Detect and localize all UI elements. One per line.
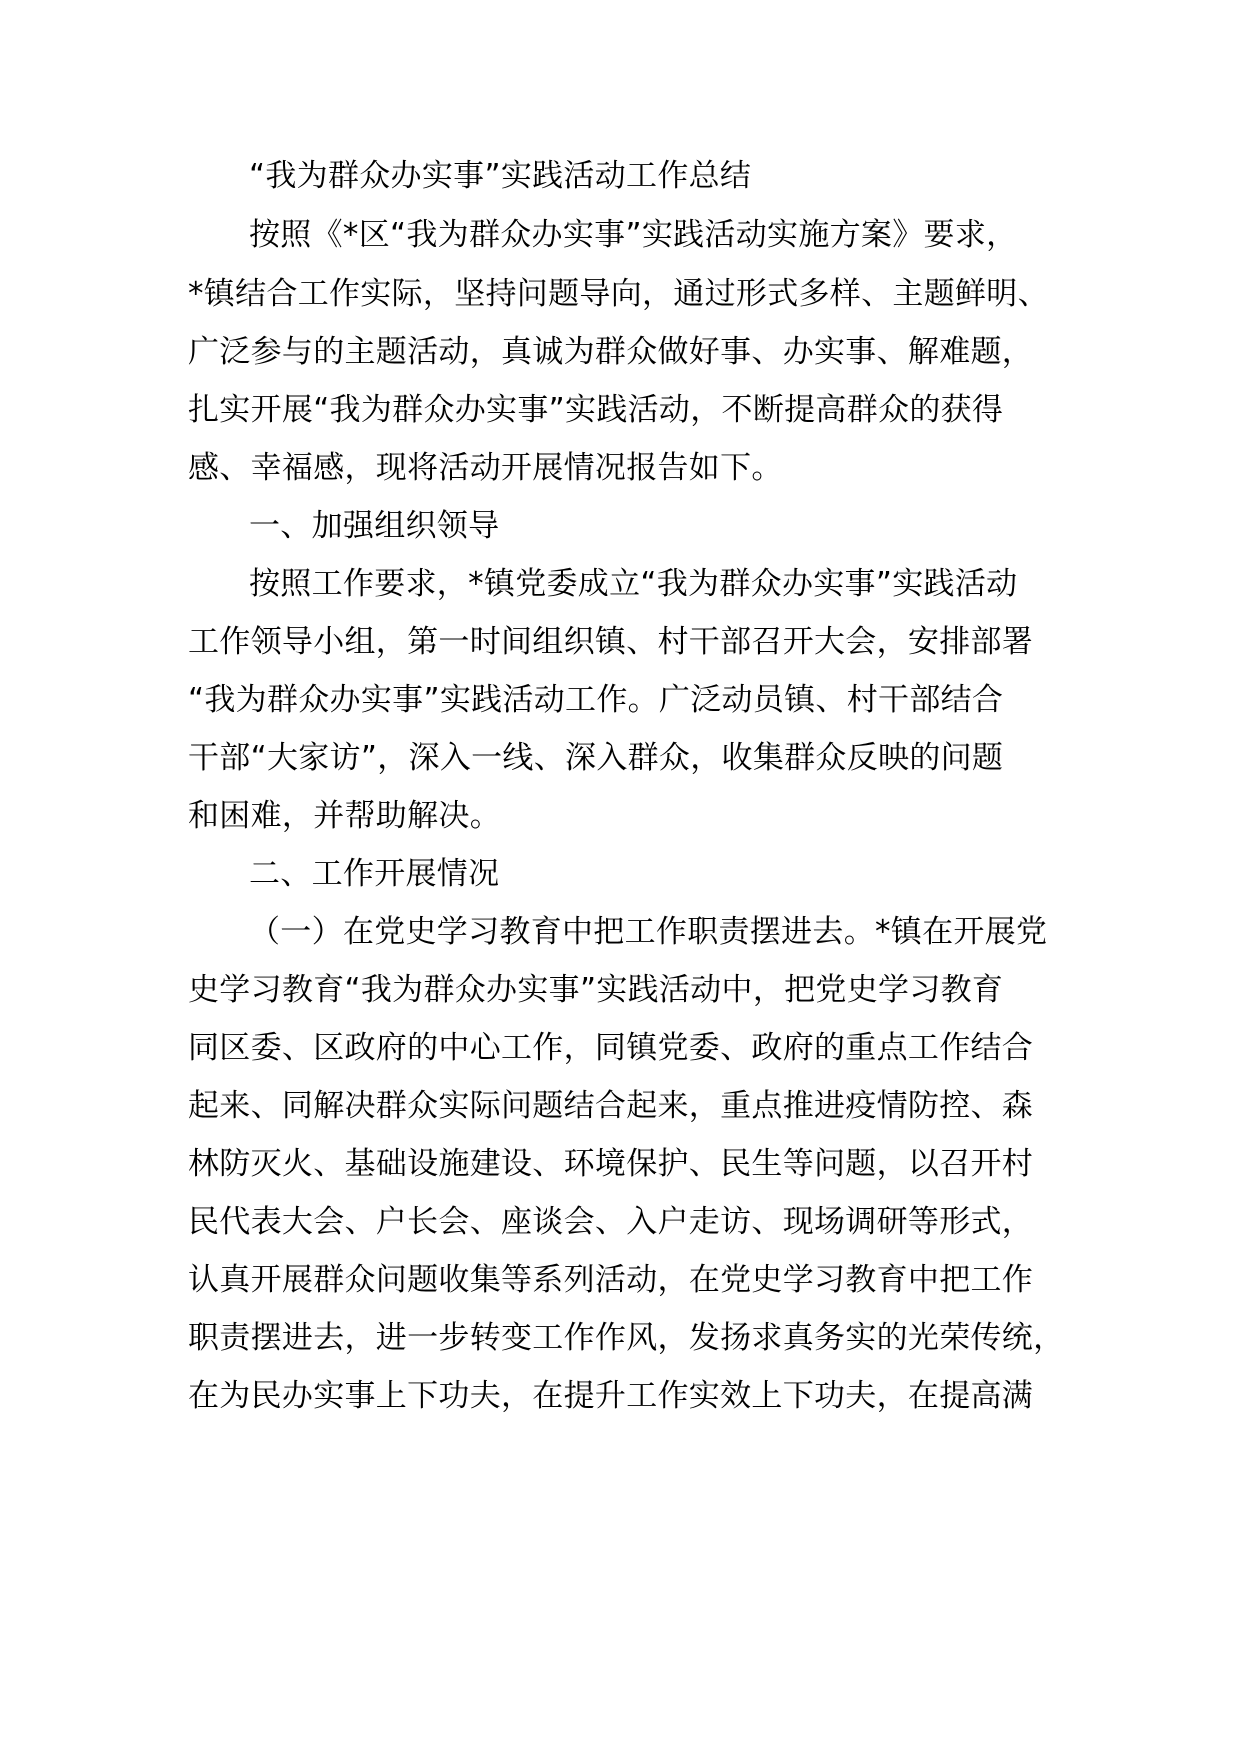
- body-line: （一）在党史学习教育中把工作职责摆进去。*镇在开展党: [249, 914, 1048, 950]
- body-line: 扎实开展“我为群众办实事”实践活动，不断提高群众的获得: [188, 392, 1004, 428]
- body-line: 工作领导小组，第一时间组织镇、村干部召开大会，安排部署: [188, 624, 1034, 660]
- body-line: 认真开展群众问题收集等系列活动，在党史学习教育中把工作: [188, 1262, 1034, 1298]
- section-heading: 一、加强组织领导: [249, 508, 500, 544]
- body-line: 和困难，并帮助解决。: [188, 798, 501, 834]
- body-line: 感、幸福感，现将活动开展情况报告如下。: [188, 450, 783, 486]
- body-line: “我为群众办实事”实践活动工作。广泛动员镇、村干部结合: [188, 682, 1004, 718]
- body-line: 广泛参与的主题活动，真诚为群众做好事、办实事、解难题，: [188, 334, 1034, 370]
- section-heading: 二、工作开展情况: [249, 856, 500, 892]
- body-line: 按照工作要求，*镇党委成立“我为群众办实事”实践活动: [249, 566, 1018, 602]
- body-line: 同区委、区政府的中心工作，同镇党委、政府的重点工作结合: [188, 1030, 1034, 1066]
- body-line: 在为民办实事上下功夫，在提升工作实效上下功夫，在提高满: [188, 1378, 1034, 1414]
- body-line: 史学习教育“我为群众办实事”实践活动中，把党史学习教育: [188, 972, 1004, 1008]
- body-line: *镇结合工作实际，坚持问题导向，通过形式多样、主题鲜明、: [188, 276, 1049, 312]
- body-line: 职责摆进去，进一步转变工作作风，发扬求真务实的光荣传统，: [188, 1320, 1065, 1356]
- body-line: 按照《*区“我为群众办实事”实践活动实施方案》要求，: [249, 217, 1018, 253]
- body-line: 民代表大会、户长会、座谈会、入户走访、现场调研等形式，: [188, 1204, 1034, 1240]
- document-title: “我为群众办实事”实践活动工作总结: [249, 158, 752, 194]
- body-line: 起来、同解决群众实际问题结合起来，重点推进疫情防控、森: [188, 1088, 1034, 1124]
- body-line: 林防灭火、基础设施建设、环境保护、民生等问题，以召开村: [188, 1146, 1034, 1182]
- body-line: 干部“大家访”，深入一线、深入群众，收集群众反映的问题: [188, 740, 1004, 776]
